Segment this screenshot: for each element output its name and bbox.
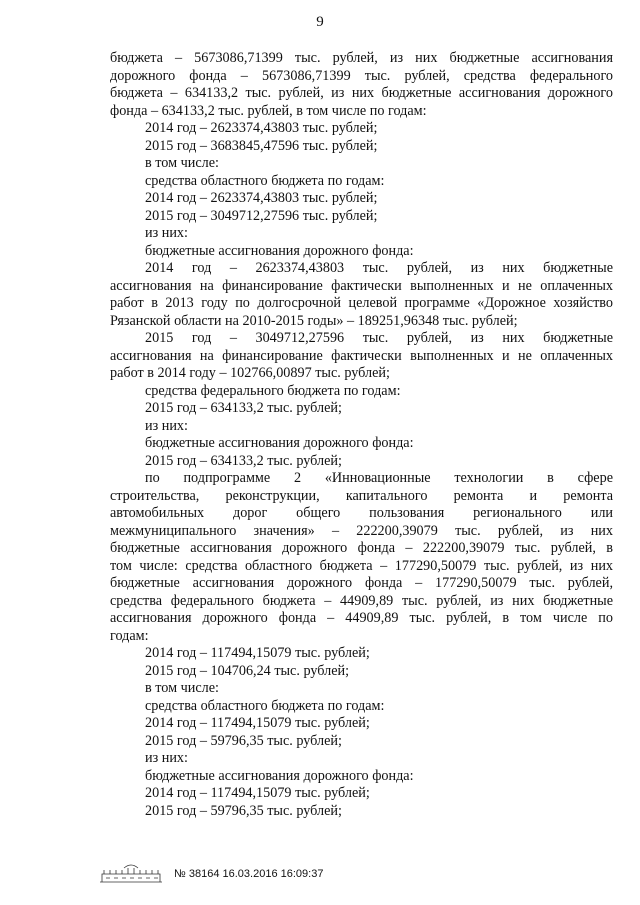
text-line: бюджетные ассигнования дорожного фонда: (145, 767, 414, 784)
text-line: в том числе: (145, 680, 219, 696)
text-line: работ в 2013 году по долгосрочной целевой программе «Дорожное хозяйство (110, 295, 613, 311)
registration-stamp (174, 868, 323, 880)
text-line: ассигнования на финансирование фактически выполненных и не оплаченных (110, 277, 613, 294)
text-line: годам: (110, 627, 149, 644)
text-line: в том числе: (145, 155, 219, 171)
page-number: 9 (316, 14, 324, 30)
text-line: 2014 год – 2623374,43803 тыс. рублей, из них бюджетные (145, 260, 613, 276)
text-line: фонда – 634133,2 тыс. рублей, в том числе по годам: (110, 102, 427, 119)
text-line: из них: (145, 750, 188, 766)
registry-stamp-icon (98, 862, 164, 884)
text-line: ассигнования дорожного фонда – 44909,89 тыс. рублей, в том числе по (110, 610, 613, 626)
text-line: межмуниципального значения» – 222200,39079 тыс. рублей, из них (110, 522, 613, 539)
text-line: 2014 год – 117494,15079 тыс. рублей; (145, 785, 370, 801)
text-line: 2014 год – 2623374,43803 тыс. рублей; (145, 120, 378, 136)
text-line: средства областного бюджета по годам: (145, 697, 385, 714)
text-line: бюджетные ассигнования дорожного фонда: (145, 242, 414, 259)
text-line: 2015 год – 3049712,27596 тыс. рублей; (145, 207, 378, 224)
text-line: 2015 год – 3683845,47596 тыс. рублей; (145, 137, 378, 154)
text-line: 2015 год – 634133,2 тыс. рублей; (145, 400, 342, 416)
registration-timestamp: 16.03.2016 16:09:37 (222, 868, 324, 880)
text-line: 2015 год – 59796,35 тыс. рублей; (145, 802, 342, 819)
text-line: ассигнования на финансирование фактически выполненных и не оплаченных (110, 347, 613, 364)
document-footer (98, 862, 398, 884)
text-line: бюджетные ассигнования дорожного фонда: (145, 435, 414, 451)
text-line: 2014 год – 117494,15079 тыс. рублей; (145, 715, 370, 731)
text-line: по подпрограмме 2 «Инновационные технологии в сфере (145, 470, 613, 486)
document-number: № 38164 (174, 868, 220, 880)
text-line: работ в 2014 году – 102766,00897 тыс. рублей; (110, 365, 390, 381)
text-line: том числе: средства областного бюджета – 177290,50079 тыс. рублей, из них (110, 557, 613, 574)
text-line: 2015 год – 634133,2 тыс. рублей; (145, 452, 342, 469)
text-line: бюджетные ассигнования дорожного фонда – 177290,50079 тыс. рублей, (110, 575, 613, 591)
text-line: автомобильных дорог общего пользования регионального или (110, 505, 613, 521)
text-line: из них: (145, 417, 188, 434)
text-line: бюджета – 5673086,71399 тыс. рублей, из них бюджетные ассигнования (110, 50, 613, 66)
text-line: 2014 год – 117494,15079 тыс. рублей; (145, 645, 370, 661)
text-line: 2015 год – 104706,24 тыс. рублей; (145, 662, 350, 679)
text-line: 2015 год – 59796,35 тыс. рублей; (145, 732, 342, 749)
text-line: средства федерального бюджета – 44909,89 тыс. рублей, из них бюджетные (110, 592, 613, 609)
text-line: средства областного бюджета по годам: (145, 172, 385, 189)
text-line: из них: (145, 225, 188, 241)
text-line: 2015 год – 3049712,27596 тыс. рублей, из них бюджетные (145, 330, 613, 346)
text-line: Рязанской области на 2010-2015 годы» – 189251,96348 тыс. рублей; (110, 312, 518, 329)
text-line: дорожного фонда – 5673086,71399 тыс. рублей, средства федерального (110, 67, 613, 84)
text-line: бюджета – 634133,2 тыс. рублей, из них бюджетные ассигнования дорожного (110, 85, 613, 101)
text-line: бюджетные ассигнования дорожного фонда – 222200,39079 тыс. рублей, в (110, 540, 613, 556)
text-line: 2014 год – 2623374,43803 тыс. рублей; (145, 190, 378, 206)
text-line: средства федерального бюджета по годам: (145, 382, 401, 399)
text-line: строительства, реконструкции, капитального ремонта и ремонта (110, 487, 613, 504)
document-body (110, 50, 613, 820)
